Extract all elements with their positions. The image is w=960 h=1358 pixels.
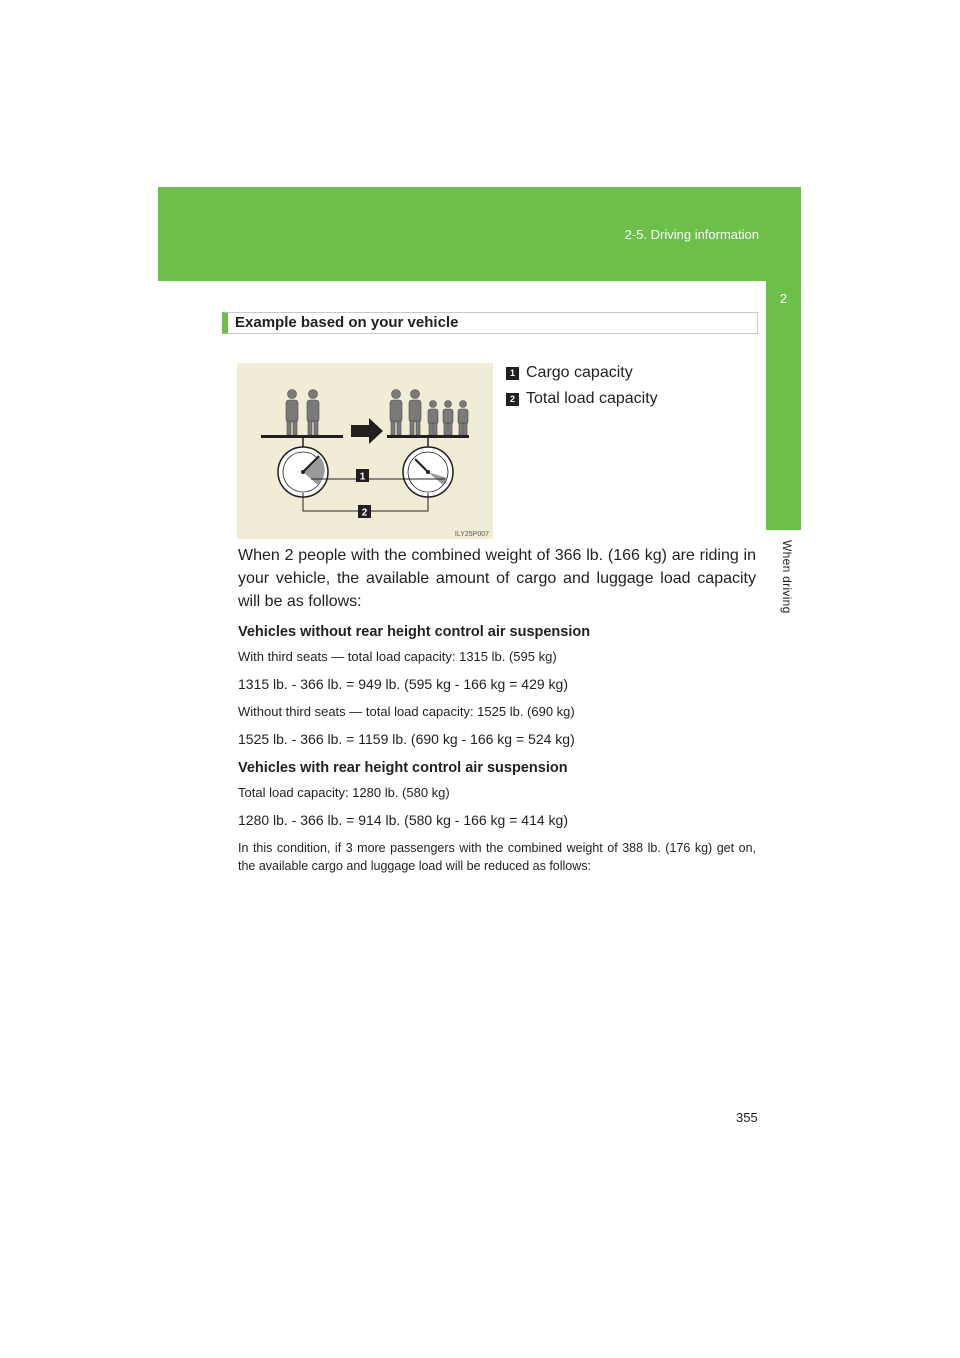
person-icon <box>428 401 438 436</box>
chapter-number: 2 <box>779 291 788 306</box>
legend-item <box>506 360 658 386</box>
illustration-svg <box>237 363 493 539</box>
capacity-line: With third seats — total load capacity: 1315 lb. (595 kg) <box>238 649 557 664</box>
intro-paragraph: When 2 people with the combined weight of 366 lb. (166 kg) are riding in your vehicle, the available amount of cargo and luggage load capacity will be as follows: <box>238 547 756 610</box>
person-icon <box>458 401 468 436</box>
scale-gauge-left <box>278 438 328 497</box>
load-capacity-illustration <box>237 363 493 539</box>
platform-right <box>387 435 469 438</box>
person-icon <box>390 390 402 436</box>
chapter-title: When driving <box>780 540 794 614</box>
arrow-right-icon <box>351 418 383 444</box>
capacity-line: Total load capacity: 1280 lb. (580 kg) <box>238 785 450 800</box>
legend-number: 1 <box>506 367 519 380</box>
chapter-tab <box>766 281 801 530</box>
callout-1-label: 1 <box>359 471 366 483</box>
callout-2-label: 2 <box>361 507 368 519</box>
legend-number: 2 <box>506 393 519 406</box>
body-content <box>238 544 756 875</box>
box-heading: Example based on your vehicle <box>222 312 758 334</box>
legend-label: Total load capacity <box>526 390 658 407</box>
capacity-line: Without third seats — total load capacity: 1525 lb. (690 kg) <box>238 704 575 719</box>
platform-left <box>261 435 343 438</box>
figure-legend <box>506 360 658 412</box>
figure-code: ILY25P007 <box>454 531 489 538</box>
header-band <box>158 187 801 281</box>
calculation-line: 1315 lb. - 366 lb. = 949 lb. (595 kg - 166 kg = 429 kg) <box>238 676 568 692</box>
page-number: 355 <box>736 1110 758 1125</box>
person-icon <box>307 390 319 436</box>
calculation-line: 1525 lb. - 366 lb. = 1159 lb. (690 kg - 166 kg = 524 kg) <box>238 731 575 747</box>
subheading-with-air-suspension: Vehicles with rear height control air suspension <box>238 760 568 776</box>
legend-item <box>506 386 658 412</box>
scale-gauge-right <box>403 438 453 497</box>
legend-label: Cargo capacity <box>526 364 633 381</box>
section-title: 2-5. Driving information <box>624 227 759 242</box>
calculation-line: 1280 lb. - 366 lb. = 914 lb. (580 kg - 166 kg = 414 kg) <box>238 812 568 828</box>
closing-note: In this condition, if 3 more passengers with the combined weight of 388 lb. (176 kg) get on, the available cargo and luggage load will be reduced as follows: <box>238 841 756 873</box>
subheading-without-air-suspension: Vehicles without rear height control air suspension <box>238 624 591 640</box>
person-icon <box>409 390 421 436</box>
person-icon <box>443 401 453 436</box>
person-icon <box>286 390 298 436</box>
